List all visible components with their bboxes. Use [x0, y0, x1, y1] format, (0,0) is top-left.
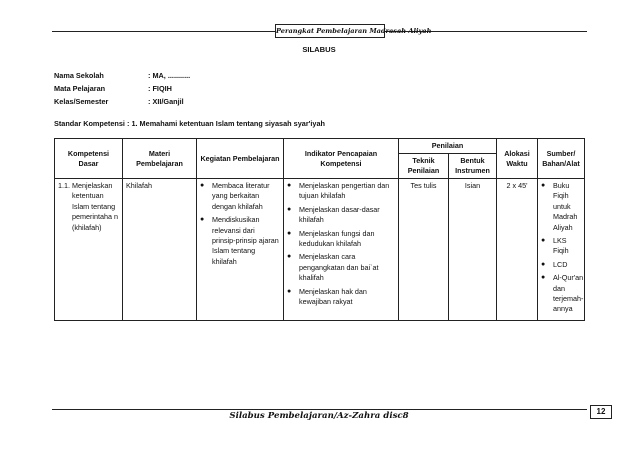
bullet-icon: ●: [541, 274, 546, 282]
th-penilaian: Penilaian: [399, 139, 497, 154]
footer-rule: [52, 409, 587, 410]
footer-text: Silabus Pembelajaran/Az-Zahra disc8: [229, 411, 409, 421]
info-value: : MA, ...........: [148, 71, 191, 80]
th-bentuk: Bentuk Instrumen: [449, 154, 497, 179]
bullet-icon: ●: [287, 182, 292, 189]
th-indikator: Indikator Pencapaian Kompetensi: [284, 139, 399, 179]
bullet-icon: ●: [541, 237, 546, 245]
kd-text: Menjelaskan ketentuan Islam tentang pemerintaha n (khilafah): [72, 181, 118, 232]
cell-bentuk: Isian: [449, 179, 497, 321]
bullet-icon: ●: [541, 182, 546, 189]
list-item: ● Menjelaskan pengertian dan tujuan khilafah: [287, 181, 390, 201]
kd-number: 1.1.: [58, 181, 70, 190]
table-header-row: [55, 139, 585, 154]
bullet-icon: ●: [541, 260, 546, 268]
page-title: SILABUS: [302, 45, 336, 54]
bullet-icon: ●: [287, 287, 292, 295]
list-item: ● LCD: [541, 259, 568, 269]
list-item: ● Menjelaskan hak dan kewajiban rakyat: [287, 286, 367, 307]
bullet-icon: ●: [200, 216, 205, 224]
cell-kompetensi-dasar: [55, 179, 123, 321]
th-alokasi: Alokasi Waktu: [497, 139, 538, 179]
info-label: Nama Sekolah: [54, 71, 104, 80]
cell-teknik: Tes tulis: [399, 179, 449, 321]
bullet-icon: ●: [287, 205, 292, 213]
cell-materi: Khilafah: [123, 179, 197, 321]
syllabus-table: [54, 138, 585, 321]
list-item: ● Membaca literatur yang berkaitan dengan khilafah: [200, 181, 270, 211]
info-value: : FIQIH: [148, 84, 172, 93]
header-banner: Perangkat Pembelajaran Madrasah Aliyah: [275, 24, 385, 38]
list-item: ● Menjelaskan cara pengangkatan dan bai`at khalifah: [287, 252, 379, 283]
table-row: [55, 179, 585, 321]
th-kompetensi-dasar: Kompetensi Dasar: [55, 139, 123, 179]
list-item: ● Al-Qur'an dan terjemah-annya: [541, 273, 584, 314]
bullet-icon: ●: [287, 253, 292, 261]
list-item: ● Menjelaskan dasar-dasar khilafah: [287, 204, 380, 225]
list-item: ● Buku Fiqih untuk Madrah Aliyah: [541, 181, 578, 232]
info-value: : XII/Ganjil: [148, 97, 184, 106]
cell-kegiatan: [197, 179, 284, 321]
cell-indikator: [284, 179, 399, 321]
info-label: Kelas/Semester: [54, 97, 109, 106]
th-materi: Materi Pembelajaran: [123, 139, 197, 179]
cell-alokasi: 2 x 45': [497, 179, 538, 321]
info-label: Mata Pelajaran: [54, 84, 106, 93]
th-kegiatan: Kegiatan Pembelajaran: [197, 139, 284, 179]
th-sumber: Sumber/ Bahan/Alat: [538, 139, 585, 179]
list-item: ● LKS Fiqih: [541, 236, 569, 256]
list-item: ● Menjelaskan fungsi dan kedudukan khilafah: [287, 228, 375, 249]
page-number: 12: [590, 405, 612, 419]
standar-kompetensi: Standar Kompetensi : 1. Memahami ketentuan Islam tentang siyasah syar'iyah: [54, 119, 326, 128]
cell-sumber: [538, 179, 585, 321]
bullet-icon: ●: [200, 182, 205, 189]
bullet-icon: ●: [287, 229, 292, 237]
list-item: ● Mendiskusikan relevansi dari prinsip-prinsip ajaran Islam tentang khilafah: [200, 215, 279, 266]
th-teknik: Teknik Penilaian: [399, 154, 449, 179]
